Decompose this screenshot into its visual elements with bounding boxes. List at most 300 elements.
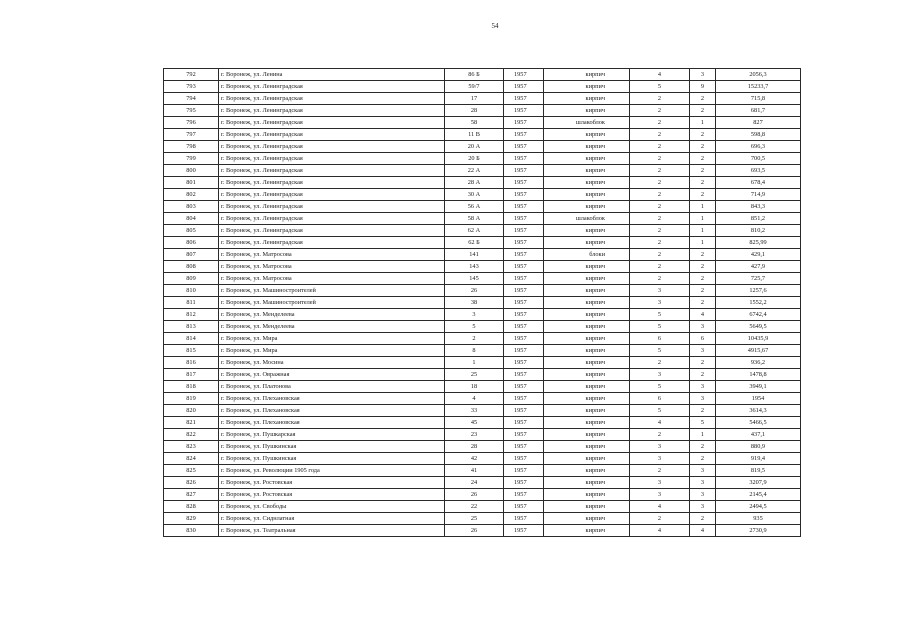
- house-number-cell: 28 А: [445, 177, 504, 189]
- entrances-cell: 2: [690, 261, 716, 273]
- floors-cell: 3: [630, 441, 690, 453]
- year-built-cell: 1957: [504, 525, 544, 537]
- address-cell: г. Воронеж, ул. Ленинградская: [219, 165, 445, 177]
- area-cell: 681,7: [716, 105, 801, 117]
- area-cell: 825,99: [716, 237, 801, 249]
- wall-material-cell: шлакоблок: [544, 213, 630, 225]
- area-cell: 936,2: [716, 357, 801, 369]
- house-number-cell: 25: [445, 369, 504, 381]
- row-number-cell: 809: [164, 273, 219, 285]
- table-row: [164, 249, 801, 261]
- area-cell: 6742,4: [716, 309, 801, 321]
- house-number-cell: 2: [445, 333, 504, 345]
- row-number-cell: 829: [164, 513, 219, 525]
- row-number-cell: 820: [164, 405, 219, 417]
- address-cell: г. Воронеж, ул. Ленина: [219, 69, 445, 81]
- floors-cell: 5: [630, 321, 690, 333]
- area-cell: 437,1: [716, 429, 801, 441]
- house-number-cell: 59/7: [445, 81, 504, 93]
- house-number-cell: 58 А: [445, 213, 504, 225]
- year-built-cell: 1957: [504, 441, 544, 453]
- year-built-cell: 1957: [504, 357, 544, 369]
- table-row: [164, 141, 801, 153]
- wall-material-cell: кирпич: [544, 453, 630, 465]
- row-number-cell: 805: [164, 225, 219, 237]
- address-cell: г. Воронеж, ул. Ленинградская: [219, 225, 445, 237]
- entrances-cell: 3: [690, 381, 716, 393]
- table-row: [164, 213, 801, 225]
- area-cell: 2056,3: [716, 69, 801, 81]
- floors-cell: 2: [630, 249, 690, 261]
- table-row: [164, 165, 801, 177]
- entrances-cell: 2: [690, 513, 716, 525]
- wall-material-cell: кирпич: [544, 189, 630, 201]
- wall-material-cell: блоки: [544, 249, 630, 261]
- table-row: [164, 225, 801, 237]
- row-number-cell: 808: [164, 261, 219, 273]
- table-row: [164, 261, 801, 273]
- floors-cell: 3: [630, 369, 690, 381]
- entrances-cell: 9: [690, 81, 716, 93]
- area-cell: 2730,9: [716, 525, 801, 537]
- area-cell: 810,2: [716, 225, 801, 237]
- area-cell: 919,4: [716, 453, 801, 465]
- wall-material-cell: кирпич: [544, 417, 630, 429]
- year-built-cell: 1957: [504, 393, 544, 405]
- floors-cell: 2: [630, 189, 690, 201]
- year-built-cell: 1957: [504, 417, 544, 429]
- table-row: [164, 333, 801, 345]
- year-built-cell: 1957: [504, 225, 544, 237]
- table-row: [164, 81, 801, 93]
- year-built-cell: 1957: [504, 153, 544, 165]
- table-row: [164, 357, 801, 369]
- address-cell: г. Воронеж, ул. Машиностроителей: [219, 285, 445, 297]
- wall-material-cell: кирпич: [544, 237, 630, 249]
- floors-cell: 2: [630, 153, 690, 165]
- floors-cell: 2: [630, 513, 690, 525]
- entrances-cell: 3: [690, 69, 716, 81]
- floors-cell: 6: [630, 333, 690, 345]
- entrances-cell: 3: [690, 393, 716, 405]
- year-built-cell: 1957: [504, 129, 544, 141]
- row-number-cell: 795: [164, 105, 219, 117]
- floors-cell: 2: [630, 93, 690, 105]
- wall-material-cell: кирпич: [544, 381, 630, 393]
- house-number-cell: 42: [445, 453, 504, 465]
- house-number-cell: 5: [445, 321, 504, 333]
- house-number-cell: 26: [445, 525, 504, 537]
- table-row: [164, 129, 801, 141]
- address-cell: г. Воронеж, ул. Матросова: [219, 261, 445, 273]
- page-number: 54: [491, 22, 499, 30]
- area-cell: 935: [716, 513, 801, 525]
- entrances-cell: 2: [690, 165, 716, 177]
- row-number-cell: 798: [164, 141, 219, 153]
- entrances-cell: 2: [690, 189, 716, 201]
- address-cell: г. Воронеж, ул. Ленинградская: [219, 93, 445, 105]
- row-number-cell: 821: [164, 417, 219, 429]
- address-cell: г. Воронеж, ул. Пушкинская: [219, 453, 445, 465]
- wall-material-cell: кирпич: [544, 285, 630, 297]
- wall-material-cell: кирпич: [544, 201, 630, 213]
- entrances-cell: 4: [690, 309, 716, 321]
- area-cell: 678,4: [716, 177, 801, 189]
- wall-material-cell: кирпич: [544, 477, 630, 489]
- entrances-cell: 1: [690, 225, 716, 237]
- area-cell: 880,9: [716, 441, 801, 453]
- address-cell: г. Воронеж, ул. Пушкарская: [219, 429, 445, 441]
- year-built-cell: 1957: [504, 177, 544, 189]
- entrances-cell: 3: [690, 465, 716, 477]
- address-cell: г. Воронеж, ул. Пушкинская: [219, 441, 445, 453]
- floors-cell: 2: [630, 273, 690, 285]
- row-number-cell: 817: [164, 369, 219, 381]
- year-built-cell: 1957: [504, 309, 544, 321]
- table-row: [164, 237, 801, 249]
- address-cell: г. Воронеж, ул. Революции 1905 года: [219, 465, 445, 477]
- address-cell: г. Воронеж, ул. Мира: [219, 333, 445, 345]
- floors-cell: 2: [630, 225, 690, 237]
- address-cell: г. Воронеж, ул. Ленинградская: [219, 153, 445, 165]
- year-built-cell: 1957: [504, 285, 544, 297]
- address-cell: г. Воронеж, ул. Ростовская: [219, 477, 445, 489]
- row-number-cell: 818: [164, 381, 219, 393]
- address-cell: г. Воронеж, ул. Свободы: [219, 501, 445, 513]
- floors-cell: 2: [630, 261, 690, 273]
- address-cell: г. Воронеж, ул. Ленинградская: [219, 189, 445, 201]
- floors-cell: 6: [630, 393, 690, 405]
- area-cell: 2145,4: [716, 489, 801, 501]
- entrances-cell: 3: [690, 501, 716, 513]
- area-cell: 827: [716, 117, 801, 129]
- area-cell: 3949,1: [716, 381, 801, 393]
- entrances-cell: 2: [690, 105, 716, 117]
- wall-material-cell: кирпич: [544, 369, 630, 381]
- floors-cell: 2: [630, 141, 690, 153]
- floors-cell: 3: [630, 285, 690, 297]
- year-built-cell: 1957: [504, 69, 544, 81]
- table-row: [164, 513, 801, 525]
- floors-cell: 4: [630, 525, 690, 537]
- row-number-cell: 802: [164, 189, 219, 201]
- year-built-cell: 1957: [504, 237, 544, 249]
- entrances-cell: 6: [690, 333, 716, 345]
- house-number-cell: 25: [445, 513, 504, 525]
- row-number-cell: 827: [164, 489, 219, 501]
- row-number-cell: 830: [164, 525, 219, 537]
- year-built-cell: 1957: [504, 369, 544, 381]
- house-number-cell: 18: [445, 381, 504, 393]
- address-cell: г. Воронеж, ул. Машиностроителей: [219, 297, 445, 309]
- house-number-cell: 23: [445, 429, 504, 441]
- address-cell: г. Воронеж, ул. Менделеева: [219, 309, 445, 321]
- house-number-cell: 22: [445, 501, 504, 513]
- area-cell: 725,7: [716, 273, 801, 285]
- wall-material-cell: кирпич: [544, 309, 630, 321]
- house-number-cell: 62 А: [445, 225, 504, 237]
- floors-cell: 2: [630, 213, 690, 225]
- area-cell: 429,1: [716, 249, 801, 261]
- floors-cell: 5: [630, 405, 690, 417]
- year-built-cell: 1957: [504, 477, 544, 489]
- house-number-cell: 1: [445, 357, 504, 369]
- entrances-cell: 2: [690, 153, 716, 165]
- house-number-cell: 28: [445, 441, 504, 453]
- address-cell: г. Воронеж, ул. Платонова: [219, 381, 445, 393]
- entrances-cell: 2: [690, 93, 716, 105]
- entrances-cell: 2: [690, 297, 716, 309]
- house-number-cell: 24: [445, 477, 504, 489]
- entrances-cell: 1: [690, 429, 716, 441]
- address-cell: г. Воронеж, ул. Мира: [219, 345, 445, 357]
- table-row: [164, 93, 801, 105]
- house-number-cell: 28: [445, 105, 504, 117]
- house-number-cell: 20 Б: [445, 153, 504, 165]
- table-row: [164, 69, 801, 81]
- row-number-cell: 813: [164, 321, 219, 333]
- year-built-cell: 1957: [504, 381, 544, 393]
- area-cell: 427,9: [716, 261, 801, 273]
- table-row: [164, 105, 801, 117]
- year-built-cell: 1957: [504, 321, 544, 333]
- address-cell: г. Воронеж, ул. Ленинградская: [219, 141, 445, 153]
- row-number-cell: 812: [164, 309, 219, 321]
- table-row: [164, 321, 801, 333]
- year-built-cell: 1957: [504, 213, 544, 225]
- address-cell: г. Воронеж, ул. Плехановская: [219, 417, 445, 429]
- house-number-cell: 141: [445, 249, 504, 261]
- wall-material-cell: кирпич: [544, 357, 630, 369]
- row-number-cell: 815: [164, 345, 219, 357]
- floors-cell: 4: [630, 501, 690, 513]
- row-number-cell: 796: [164, 117, 219, 129]
- house-number-cell: 22 А: [445, 165, 504, 177]
- table-row: [164, 273, 801, 285]
- wall-material-cell: кирпич: [544, 129, 630, 141]
- table-row: [164, 417, 801, 429]
- house-number-cell: 3: [445, 309, 504, 321]
- floors-cell: 2: [630, 105, 690, 117]
- row-number-cell: 814: [164, 333, 219, 345]
- row-number-cell: 811: [164, 297, 219, 309]
- address-cell: г. Воронеж, ул. Плехановская: [219, 393, 445, 405]
- house-number-cell: 143: [445, 261, 504, 273]
- row-number-cell: 828: [164, 501, 219, 513]
- address-cell: г. Воронеж, ул. Ленинградская: [219, 201, 445, 213]
- area-cell: 715,8: [716, 93, 801, 105]
- table-row: [164, 465, 801, 477]
- area-cell: 1478,8: [716, 369, 801, 381]
- wall-material-cell: кирпич: [544, 513, 630, 525]
- area-cell: 598,8: [716, 129, 801, 141]
- wall-material-cell: кирпич: [544, 393, 630, 405]
- year-built-cell: 1957: [504, 249, 544, 261]
- address-cell: г. Воронеж, ул. Ленинградская: [219, 237, 445, 249]
- area-cell: 1552,2: [716, 297, 801, 309]
- house-number-cell: 8: [445, 345, 504, 357]
- year-built-cell: 1957: [504, 345, 544, 357]
- wall-material-cell: кирпич: [544, 69, 630, 81]
- address-cell: г. Воронеж, ул. Матросова: [219, 273, 445, 285]
- row-number-cell: 825: [164, 465, 219, 477]
- floors-cell: 3: [630, 297, 690, 309]
- house-number-cell: 56 А: [445, 201, 504, 213]
- year-built-cell: 1957: [504, 93, 544, 105]
- row-number-cell: 792: [164, 69, 219, 81]
- wall-material-cell: кирпич: [544, 177, 630, 189]
- house-number-cell: 145: [445, 273, 504, 285]
- year-built-cell: 1957: [504, 405, 544, 417]
- year-built-cell: 1957: [504, 81, 544, 93]
- floors-cell: 4: [630, 69, 690, 81]
- wall-material-cell: кирпич: [544, 273, 630, 285]
- floors-cell: 2: [630, 465, 690, 477]
- wall-material-cell: кирпич: [544, 465, 630, 477]
- year-built-cell: 1957: [504, 465, 544, 477]
- row-number-cell: 793: [164, 81, 219, 93]
- floors-cell: 3: [630, 489, 690, 501]
- table-row: [164, 393, 801, 405]
- table-row: [164, 501, 801, 513]
- wall-material-cell: кирпич: [544, 333, 630, 345]
- entrances-cell: 1: [690, 201, 716, 213]
- row-number-cell: 803: [164, 201, 219, 213]
- table-row: [164, 489, 801, 501]
- year-built-cell: 1957: [504, 141, 544, 153]
- area-cell: 1954: [716, 393, 801, 405]
- table-row: [164, 189, 801, 201]
- wall-material-cell: кирпич: [544, 441, 630, 453]
- entrances-cell: 2: [690, 129, 716, 141]
- address-cell: г. Воронеж, ул. Театральная: [219, 525, 445, 537]
- row-number-cell: 801: [164, 177, 219, 189]
- table-row: [164, 309, 801, 321]
- entrances-cell: 2: [690, 249, 716, 261]
- floors-cell: 5: [630, 345, 690, 357]
- floors-cell: 2: [630, 357, 690, 369]
- area-cell: 5466,5: [716, 417, 801, 429]
- floors-cell: 5: [630, 81, 690, 93]
- wall-material-cell: кирпич: [544, 321, 630, 333]
- year-built-cell: 1957: [504, 453, 544, 465]
- row-number-cell: 823: [164, 441, 219, 453]
- entrances-cell: 1: [690, 237, 716, 249]
- row-number-cell: 797: [164, 129, 219, 141]
- row-number-cell: 816: [164, 357, 219, 369]
- row-number-cell: 800: [164, 165, 219, 177]
- year-built-cell: 1957: [504, 333, 544, 345]
- wall-material-cell: кирпич: [544, 93, 630, 105]
- wall-material-cell: кирпич: [544, 225, 630, 237]
- floors-cell: 2: [630, 429, 690, 441]
- address-cell: г. Воронеж, ул. Овражная: [219, 369, 445, 381]
- entrances-cell: 2: [690, 453, 716, 465]
- entrances-cell: 4: [690, 525, 716, 537]
- table-row: [164, 285, 801, 297]
- house-number-cell: 62 Б: [445, 237, 504, 249]
- floors-cell: 4: [630, 417, 690, 429]
- area-cell: 693,5: [716, 165, 801, 177]
- address-cell: г. Воронеж, ул. Сиднлатная: [219, 513, 445, 525]
- floors-cell: 2: [630, 165, 690, 177]
- address-cell: г. Воронеж, ул. Мосина: [219, 357, 445, 369]
- floors-cell: 2: [630, 129, 690, 141]
- year-built-cell: 1957: [504, 117, 544, 129]
- house-number-cell: 45: [445, 417, 504, 429]
- year-built-cell: 1957: [504, 489, 544, 501]
- address-cell: г. Воронеж, ул. Ленинградская: [219, 117, 445, 129]
- entrances-cell: 2: [690, 357, 716, 369]
- table-row: [164, 177, 801, 189]
- table-row: [164, 525, 801, 537]
- table-row: [164, 117, 801, 129]
- housing-registry-table: [163, 68, 801, 537]
- wall-material-cell: кирпич: [544, 429, 630, 441]
- floors-cell: 2: [630, 237, 690, 249]
- house-number-cell: 11 В: [445, 129, 504, 141]
- address-cell: г. Воронеж, ул. Ленинградская: [219, 105, 445, 117]
- house-number-cell: 4: [445, 393, 504, 405]
- house-number-cell: 86 Б: [445, 69, 504, 81]
- area-cell: 843,3: [716, 201, 801, 213]
- row-number-cell: 819: [164, 393, 219, 405]
- table-row: [164, 369, 801, 381]
- house-number-cell: 20 А: [445, 141, 504, 153]
- entrances-cell: 2: [690, 177, 716, 189]
- year-built-cell: 1957: [504, 105, 544, 117]
- wall-material-cell: кирпич: [544, 141, 630, 153]
- table-row: [164, 153, 801, 165]
- wall-material-cell: шлакоблок: [544, 117, 630, 129]
- row-number-cell: 799: [164, 153, 219, 165]
- entrances-cell: 2: [690, 369, 716, 381]
- address-cell: г. Воронеж, ул. Ленинградская: [219, 177, 445, 189]
- floors-cell: 3: [630, 453, 690, 465]
- registry-body: [164, 69, 801, 537]
- table-row: [164, 345, 801, 357]
- house-number-cell: 30 А: [445, 189, 504, 201]
- area-cell: 851,2: [716, 213, 801, 225]
- house-number-cell: 33: [445, 405, 504, 417]
- wall-material-cell: кирпич: [544, 81, 630, 93]
- wall-material-cell: кирпич: [544, 153, 630, 165]
- wall-material-cell: кирпич: [544, 261, 630, 273]
- wall-material-cell: кирпич: [544, 501, 630, 513]
- table-row: [164, 441, 801, 453]
- house-number-cell: 41: [445, 465, 504, 477]
- entrances-cell: 2: [690, 441, 716, 453]
- row-number-cell: 807: [164, 249, 219, 261]
- floors-cell: 3: [630, 477, 690, 489]
- row-number-cell: 804: [164, 213, 219, 225]
- table-row: [164, 405, 801, 417]
- area-cell: 714,9: [716, 189, 801, 201]
- entrances-cell: 2: [690, 141, 716, 153]
- entrances-cell: 2: [690, 285, 716, 297]
- area-cell: 3614,3: [716, 405, 801, 417]
- house-number-cell: 26: [445, 285, 504, 297]
- row-number-cell: 794: [164, 93, 219, 105]
- entrances-cell: 3: [690, 489, 716, 501]
- wall-material-cell: кирпич: [544, 105, 630, 117]
- address-cell: г. Воронеж, ул. Ленинградская: [219, 213, 445, 225]
- address-cell: г. Воронеж, ул. Ленинградская: [219, 129, 445, 141]
- row-number-cell: 824: [164, 453, 219, 465]
- floors-cell: 2: [630, 117, 690, 129]
- wall-material-cell: кирпич: [544, 165, 630, 177]
- table-row: [164, 477, 801, 489]
